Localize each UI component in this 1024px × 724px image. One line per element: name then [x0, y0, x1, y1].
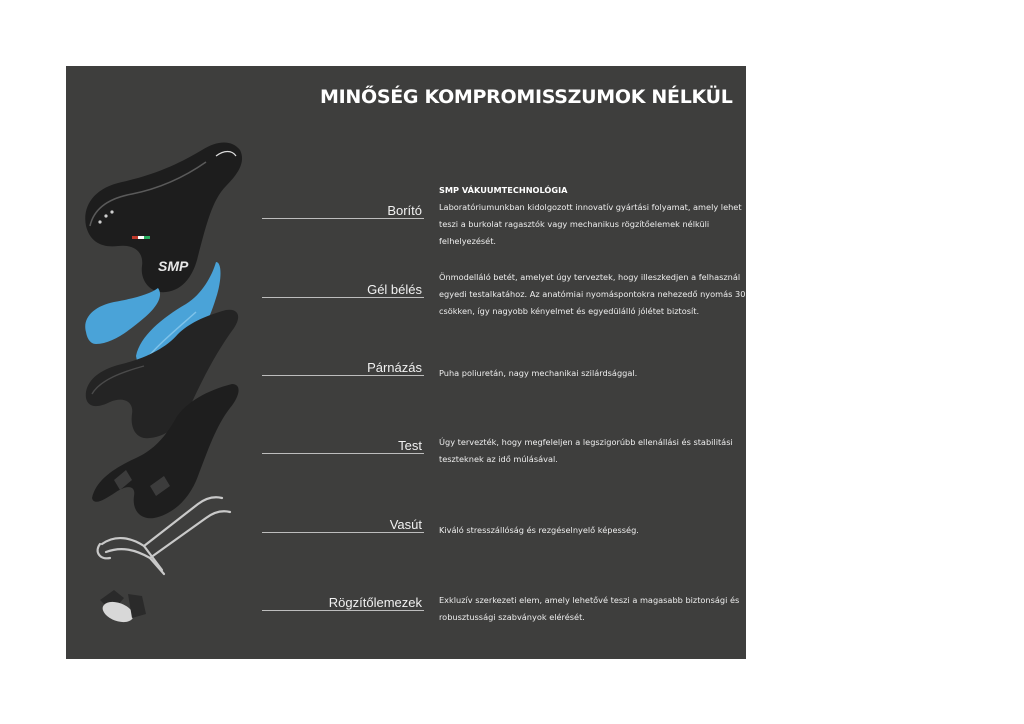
- description-line: csökken, így nagyobb kényelmet és egyedülálló jólétet biztosít.: [439, 306, 700, 316]
- description-line: Exkluzív szerkezeti elem, amely lehetővé teszi a magasabb biztonsági és: [439, 595, 740, 605]
- leader-line: [262, 375, 424, 376]
- label-gel-liner: Gél bélés: [367, 282, 422, 297]
- clamp-plates-layer-image: [100, 590, 146, 626]
- description-line: robusztussági szabványok elérését.: [439, 612, 585, 622]
- description-line: teszteknek az idő múlásával.: [439, 454, 558, 464]
- label-padding: Párnázás: [367, 360, 422, 375]
- description-line: Úgy tervezték, hogy megfeleljen a legszigorúbb ellenállási és stabilitási: [439, 437, 733, 447]
- leader-line: [262, 532, 424, 533]
- leader-line: [262, 297, 424, 298]
- description-cover: [439, 182, 746, 250]
- description-padding: [439, 365, 746, 382]
- description-line: egyedi testalkatához. Az anatómiai nyomáspontokra nehezedő nyomás 30: [439, 289, 746, 299]
- label-cover: Borító: [387, 203, 422, 218]
- description-rail: [439, 522, 746, 539]
- description-body: [439, 434, 746, 468]
- description-heading: SMP VÁKUUMTECHNOLÓGIA: [439, 185, 568, 195]
- description-clamp-plates: [439, 592, 746, 626]
- label-rail: Vasút: [389, 517, 422, 532]
- description-line: felhelyezését.: [439, 236, 497, 246]
- page-title: MINŐSÉG KOMPROMISSZUMOK NÉLKÜL: [320, 86, 733, 108]
- leader-line: [262, 218, 424, 219]
- leader-line: [262, 610, 424, 611]
- description-line: teszi a burkolat ragasztók vagy mechanikus rögzítőelemek nélküli: [439, 219, 710, 229]
- description-line: Önmodelláló betét, amelyet úgy terveztek, hogy illeszkedjen a felhasznál: [439, 272, 741, 282]
- label-body: Test: [398, 438, 422, 453]
- brand-logo: SMP: [158, 258, 189, 274]
- description-line: Laboratóriumunkban kidolgozott innovatív gyártási folyamat, amely lehet: [439, 202, 742, 212]
- description-line: Kiváló stresszállóság és rezgéselnyelő képesség.: [439, 525, 639, 535]
- saddle-exploded-illustration: [66, 66, 266, 659]
- description-line: Puha poliuretán, nagy mechanikai szilárdsággal.: [439, 368, 638, 378]
- description-gel-liner: [439, 269, 746, 320]
- leader-line: [262, 453, 424, 454]
- label-clamp-plates: Rögzítőlemezek: [328, 595, 422, 610]
- exploded-view-panel: [66, 66, 746, 659]
